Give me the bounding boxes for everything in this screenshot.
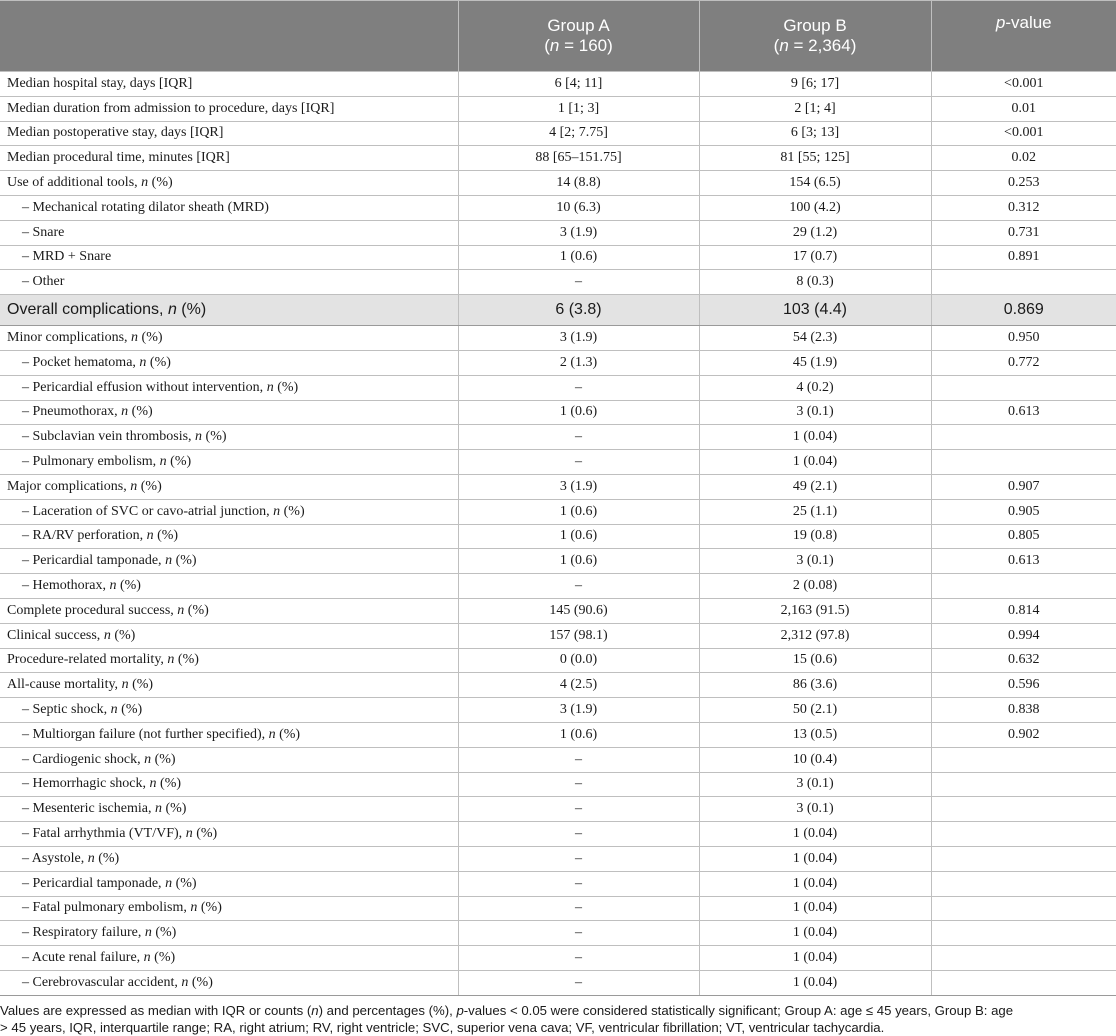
group-a-value: 145 (90.6) bbox=[458, 598, 699, 623]
header-row bbox=[0, 1, 1116, 72]
table-row bbox=[0, 747, 1116, 772]
group-b-value: 1 (0.04) bbox=[699, 896, 931, 921]
p-value: 0.905 bbox=[931, 499, 1116, 524]
group-b-value: 10 (0.4) bbox=[699, 747, 931, 772]
table-row bbox=[0, 648, 1116, 673]
p-value: 0.994 bbox=[931, 623, 1116, 648]
group-b-value: 3 (0.1) bbox=[699, 772, 931, 797]
table-row bbox=[0, 195, 1116, 220]
group-a-value: – bbox=[458, 822, 699, 847]
group-a-value: 0 (0.0) bbox=[458, 648, 699, 673]
group-a-value: 4 (2.5) bbox=[458, 673, 699, 698]
group-a-n: (n = 160) bbox=[544, 36, 613, 55]
group-a-value: – bbox=[458, 375, 699, 400]
row-label: – Respiratory failure, n (%) bbox=[0, 921, 458, 946]
p-value bbox=[931, 946, 1116, 971]
table-row bbox=[0, 474, 1116, 499]
row-label: All-cause mortality, n (%) bbox=[0, 673, 458, 698]
p-value: 0.891 bbox=[931, 245, 1116, 270]
row-label: – Hemothorax, n (%) bbox=[0, 574, 458, 599]
group-b-value: 1 (0.04) bbox=[699, 822, 931, 847]
row-label: – Pericardial effusion without intervention, n (%) bbox=[0, 375, 458, 400]
table-row bbox=[0, 822, 1116, 847]
table-row bbox=[0, 400, 1116, 425]
group-b-value: 1 (0.04) bbox=[699, 450, 931, 475]
group-b-value: 3 (0.1) bbox=[699, 797, 931, 822]
p-value bbox=[931, 425, 1116, 450]
table-row bbox=[0, 499, 1116, 524]
group-b-value: 19 (0.8) bbox=[699, 524, 931, 549]
row-label: – MRD + Snare bbox=[0, 245, 458, 270]
p-value: 0.869 bbox=[931, 295, 1116, 326]
p-value bbox=[931, 871, 1116, 896]
p-value: 0.838 bbox=[931, 698, 1116, 723]
table-row bbox=[0, 220, 1116, 245]
p-value bbox=[931, 574, 1116, 599]
p-value: 0.950 bbox=[931, 326, 1116, 351]
p-value bbox=[931, 747, 1116, 772]
group-a-value: – bbox=[458, 270, 699, 295]
table-row bbox=[0, 245, 1116, 270]
p-value: 0.596 bbox=[931, 673, 1116, 698]
p-value: 0.772 bbox=[931, 350, 1116, 375]
table-row bbox=[0, 171, 1116, 196]
group-b-value: 3 (0.1) bbox=[699, 549, 931, 574]
group-b-value: 50 (2.1) bbox=[699, 698, 931, 723]
table-row bbox=[0, 425, 1116, 450]
group-a-value: 3 (1.9) bbox=[458, 698, 699, 723]
group-a-value: – bbox=[458, 450, 699, 475]
table-row bbox=[0, 896, 1116, 921]
table-row bbox=[0, 772, 1116, 797]
group-b-value: 103 (4.4) bbox=[699, 295, 931, 326]
table-row bbox=[0, 270, 1116, 295]
row-label: Median duration from admission to procedure, days [IQR] bbox=[0, 96, 458, 121]
table-row bbox=[0, 698, 1116, 723]
footnote-line-2: > 45 years, IQR, interquartile range; RA, right atrium; RV, right ventricle; SVC, superior vena cava; VF, ventricular fibrillation; VT, ventricular tachycardia. bbox=[0, 1020, 885, 1035]
group-a-value: 1 [1; 3] bbox=[458, 96, 699, 121]
group-b-value: 49 (2.1) bbox=[699, 474, 931, 499]
group-a-value: – bbox=[458, 747, 699, 772]
table-footnote bbox=[0, 1002, 1116, 1036]
row-label: – Snare bbox=[0, 220, 458, 245]
group-a-value: – bbox=[458, 970, 699, 995]
table-row bbox=[0, 673, 1116, 698]
footnote-line-1: Values are expressed as median with IQR or counts (n) and percentages (%), p-values < 0.05 were considered statistically significant; Group A: age ≤ 45 years, Group B: age bbox=[0, 1003, 1014, 1018]
row-label: – Other bbox=[0, 270, 458, 295]
p-value bbox=[931, 797, 1116, 822]
table-row bbox=[0, 623, 1116, 648]
row-label: Use of additional tools, n (%) bbox=[0, 171, 458, 196]
group-b-value: 25 (1.1) bbox=[699, 499, 931, 524]
row-label: – Cardiogenic shock, n (%) bbox=[0, 747, 458, 772]
group-a-value: 10 (6.3) bbox=[458, 195, 699, 220]
row-label: – Cerebrovascular accident, n (%) bbox=[0, 970, 458, 995]
row-label: – Mechanical rotating dilator sheath (MRD) bbox=[0, 195, 458, 220]
group-b-value: 1 (0.04) bbox=[699, 970, 931, 995]
p-value: 0.731 bbox=[931, 220, 1116, 245]
p-value bbox=[931, 970, 1116, 995]
table-row bbox=[0, 375, 1116, 400]
header-group-a bbox=[458, 1, 699, 72]
p-value: 0.613 bbox=[931, 400, 1116, 425]
table-row bbox=[0, 921, 1116, 946]
row-label: – Pocket hematoma, n (%) bbox=[0, 350, 458, 375]
group-a-value: 3 (1.9) bbox=[458, 326, 699, 351]
group-b-value: 1 (0.04) bbox=[699, 946, 931, 971]
table-row bbox=[0, 549, 1116, 574]
table-row bbox=[0, 598, 1116, 623]
row-label: – Hemorrhagic shock, n (%) bbox=[0, 772, 458, 797]
group-a-value: – bbox=[458, 772, 699, 797]
group-a-value: 1 (0.6) bbox=[458, 499, 699, 524]
p-value bbox=[931, 846, 1116, 871]
group-a-value: 88 [65–151.75] bbox=[458, 146, 699, 171]
p-value: <0.001 bbox=[931, 121, 1116, 146]
table-row bbox=[0, 970, 1116, 995]
group-b-value: 6 [3; 13] bbox=[699, 121, 931, 146]
header-group-b bbox=[699, 1, 931, 72]
table-row bbox=[0, 846, 1116, 871]
table-row bbox=[0, 96, 1116, 121]
group-a-value: – bbox=[458, 946, 699, 971]
row-label: – RA/RV perforation, n (%) bbox=[0, 524, 458, 549]
group-b-n: (n = 2,364) bbox=[773, 36, 857, 55]
group-b-value: 2 (0.08) bbox=[699, 574, 931, 599]
table-row bbox=[0, 871, 1116, 896]
row-label: Procedure-related mortality, n (%) bbox=[0, 648, 458, 673]
group-b-value: 81 [55; 125] bbox=[699, 146, 931, 171]
row-label: Major complications, n (%) bbox=[0, 474, 458, 499]
group-a-value: 1 (0.6) bbox=[458, 524, 699, 549]
group-a-value: 1 (0.6) bbox=[458, 245, 699, 270]
group-b-value: 1 (0.04) bbox=[699, 871, 931, 896]
group-a-value: 3 (1.9) bbox=[458, 474, 699, 499]
row-label: – Fatal arrhythmia (VT/VF), n (%) bbox=[0, 822, 458, 847]
table-body bbox=[0, 72, 1116, 996]
group-b-value: 2 [1; 4] bbox=[699, 96, 931, 121]
group-a-value: 1 (0.6) bbox=[458, 400, 699, 425]
p-value bbox=[931, 450, 1116, 475]
table-row bbox=[0, 450, 1116, 475]
group-b-value: 9 [6; 17] bbox=[699, 72, 931, 97]
p-value bbox=[931, 270, 1116, 295]
group-b-value: 154 (6.5) bbox=[699, 171, 931, 196]
group-b-title: Group B bbox=[783, 16, 847, 35]
row-label: – Subclavian vein thrombosis, n (%) bbox=[0, 425, 458, 450]
header-label-cell bbox=[0, 1, 458, 72]
group-b-value: 1 (0.04) bbox=[699, 921, 931, 946]
group-a-value: 3 (1.9) bbox=[458, 220, 699, 245]
group-a-value: – bbox=[458, 425, 699, 450]
p-value bbox=[931, 822, 1116, 847]
group-a-value: 4 [2; 7.75] bbox=[458, 121, 699, 146]
table-row bbox=[0, 946, 1116, 971]
p-value: 0.632 bbox=[931, 648, 1116, 673]
row-label: – Pulmonary embolism, n (%) bbox=[0, 450, 458, 475]
table-row bbox=[0, 72, 1116, 97]
group-b-value: 4 (0.2) bbox=[699, 375, 931, 400]
p-value: 0.902 bbox=[931, 722, 1116, 747]
p-value: 0.312 bbox=[931, 195, 1116, 220]
row-label: Median procedural time, minutes [IQR] bbox=[0, 146, 458, 171]
group-a-value: 6 (3.8) bbox=[458, 295, 699, 326]
row-label: – Fatal pulmonary embolism, n (%) bbox=[0, 896, 458, 921]
table-row bbox=[0, 121, 1116, 146]
row-label: – Multiorgan failure (not further specified), n (%) bbox=[0, 722, 458, 747]
group-a-value: – bbox=[458, 797, 699, 822]
p-value bbox=[931, 921, 1116, 946]
group-a-value: – bbox=[458, 921, 699, 946]
group-b-value: 3 (0.1) bbox=[699, 400, 931, 425]
table-row bbox=[0, 350, 1116, 375]
group-a-title: Group A bbox=[547, 16, 610, 35]
group-b-value: 15 (0.6) bbox=[699, 648, 931, 673]
row-label: Overall complications, n (%) bbox=[0, 295, 458, 326]
table-row bbox=[0, 326, 1116, 351]
group-b-value: 45 (1.9) bbox=[699, 350, 931, 375]
p-value bbox=[931, 772, 1116, 797]
group-a-value: 1 (0.6) bbox=[458, 549, 699, 574]
p-value: 0.805 bbox=[931, 524, 1116, 549]
group-b-value: 54 (2.3) bbox=[699, 326, 931, 351]
group-a-value: 1 (0.6) bbox=[458, 722, 699, 747]
group-a-value: 157 (98.1) bbox=[458, 623, 699, 648]
row-label: – Acute renal failure, n (%) bbox=[0, 946, 458, 971]
group-a-value: – bbox=[458, 574, 699, 599]
row-label: Median hospital stay, days [IQR] bbox=[0, 72, 458, 97]
row-label: Clinical success, n (%) bbox=[0, 623, 458, 648]
p-value: 0.253 bbox=[931, 171, 1116, 196]
group-b-value: 1 (0.04) bbox=[699, 846, 931, 871]
p-value: 0.814 bbox=[931, 598, 1116, 623]
group-b-value: 100 (4.2) bbox=[699, 195, 931, 220]
group-a-value: 6 [4; 11] bbox=[458, 72, 699, 97]
row-label: – Laceration of SVC or cavo-atrial junction, n (%) bbox=[0, 499, 458, 524]
row-label: – Septic shock, n (%) bbox=[0, 698, 458, 723]
table-row bbox=[0, 797, 1116, 822]
row-label: – Pneumothorax, n (%) bbox=[0, 400, 458, 425]
row-label: Minor complications, n (%) bbox=[0, 326, 458, 351]
p-value: 0.01 bbox=[931, 96, 1116, 121]
row-label: Median postoperative stay, days [IQR] bbox=[0, 121, 458, 146]
group-b-value: 2,312 (97.8) bbox=[699, 623, 931, 648]
row-label: – Pericardial tamponade, n (%) bbox=[0, 549, 458, 574]
group-b-value: 17 (0.7) bbox=[699, 245, 931, 270]
group-b-value: 2,163 (91.5) bbox=[699, 598, 931, 623]
group-b-value: 29 (1.2) bbox=[699, 220, 931, 245]
group-b-value: 13 (0.5) bbox=[699, 722, 931, 747]
group-a-value: – bbox=[458, 871, 699, 896]
table-row bbox=[0, 524, 1116, 549]
table-row bbox=[0, 295, 1116, 326]
row-label: – Asystole, n (%) bbox=[0, 846, 458, 871]
table-row bbox=[0, 574, 1116, 599]
group-a-value: – bbox=[458, 846, 699, 871]
group-a-value: 2 (1.3) bbox=[458, 350, 699, 375]
group-a-value: – bbox=[458, 896, 699, 921]
row-label: – Pericardial tamponade, n (%) bbox=[0, 871, 458, 896]
p-value: 0.613 bbox=[931, 549, 1116, 574]
group-b-value: 8 (0.3) bbox=[699, 270, 931, 295]
p-value: 0.02 bbox=[931, 146, 1116, 171]
group-b-value: 1 (0.04) bbox=[699, 425, 931, 450]
row-label: – Mesenteric ischemia, n (%) bbox=[0, 797, 458, 822]
p-value: <0.001 bbox=[931, 72, 1116, 97]
header-p-value: p-value bbox=[931, 1, 1116, 72]
group-a-value: 14 (8.8) bbox=[458, 171, 699, 196]
p-value: 0.907 bbox=[931, 474, 1116, 499]
table-row bbox=[0, 146, 1116, 171]
row-label: Complete procedural success, n (%) bbox=[0, 598, 458, 623]
p-value bbox=[931, 375, 1116, 400]
table-row bbox=[0, 722, 1116, 747]
p-value bbox=[931, 896, 1116, 921]
group-b-value: 86 (3.6) bbox=[699, 673, 931, 698]
